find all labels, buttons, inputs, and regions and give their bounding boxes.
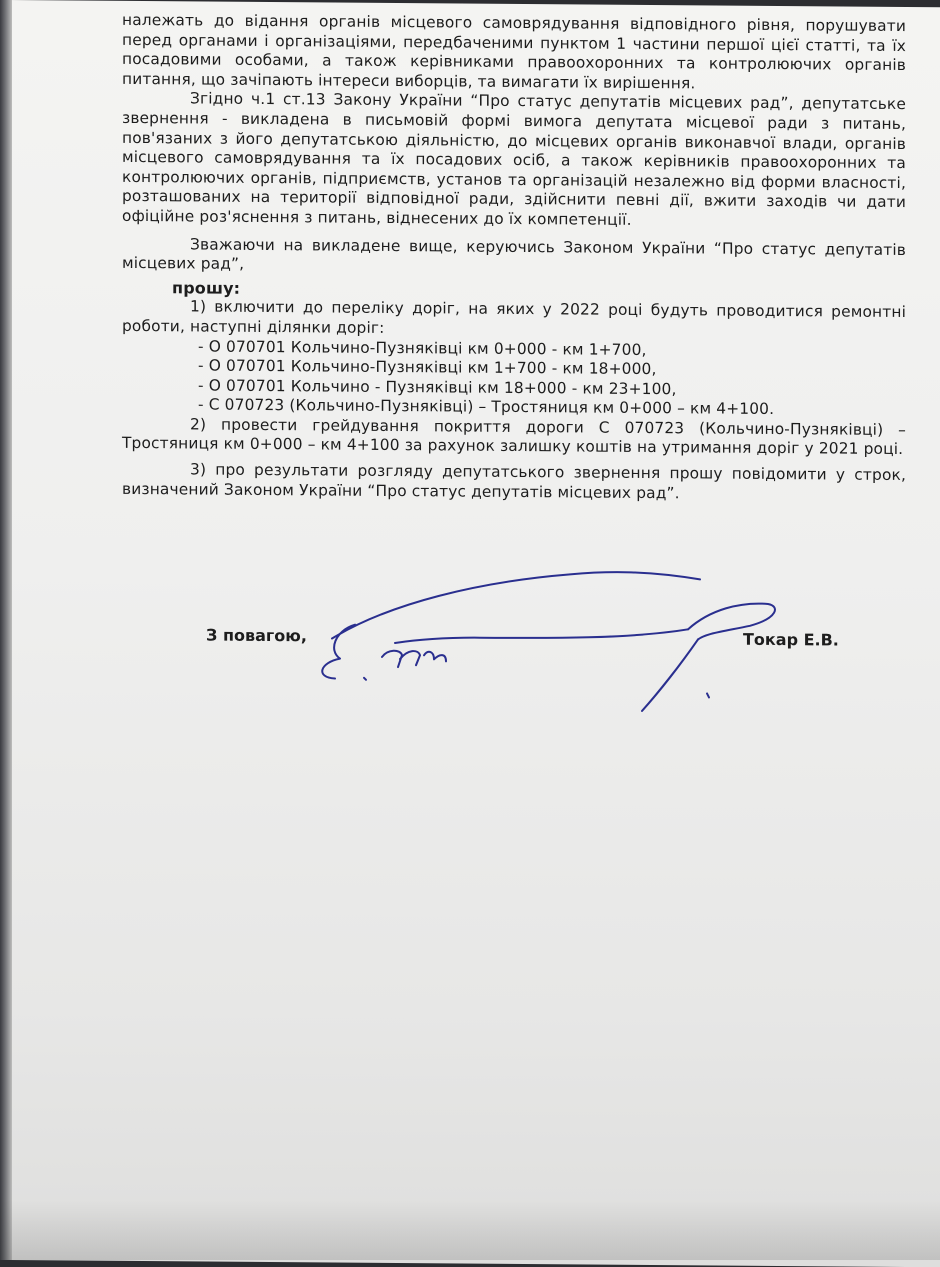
page-bottom-shade	[0, 1200, 940, 1260]
closing-phrase: З повагою,	[206, 625, 307, 646]
request-3: 3) про результати розгляду депутатського звернення прошу повідомити у строк, визначений Законом України “Про статус депутатів місцевих рад”.	[122, 460, 906, 502]
signer-name: Токар Е.В.	[743, 629, 839, 650]
paragraph-3: Зважаючи на викладене вище, керуючись Законом України “Про статус депутатів місцевих рад”,	[122, 234, 906, 273]
paragraph-1: належать до відання органів місцевого самоврядування відповідного рівня, порушувати перед органами і організаціями, передбаченими пунктом 1 частини першої цієї статті, та їх посадовими особами, а також керівниками правоохоронних та контролюючих органів питання, що зачіпають інтереси виборців, та вимагати їх вирішення.	[122, 10, 906, 93]
document-page	[10, 0, 940, 1267]
road-item: - С 070723 (Кольчино-Пузняківці) – Тростяниця км 0+000 – км 4+100.	[198, 395, 775, 419]
request-1: 1) включити до переліку доріг, на яких у 2022 році будуть проводитися ремонтні роботи, наступні ділянки доріг:	[122, 297, 906, 337]
page-edge-shadow	[0, 0, 12, 1260]
request-2: 2) провести грейдування покриття дороги С 070723 (Кольчино-Пузняківці) – Тростяниця км 0+000 – км 4+100 за рахунок залишку коштів на утримання доріг у 2021 році.	[122, 415, 906, 459]
request-heading: прошу:	[172, 277, 241, 298]
road-item: - О 070701 Кольчино-Пузняківці км 1+700 - км 18+000,	[198, 356, 657, 379]
handwritten-signature	[10, 0, 940, 1267]
road-item: - О 070701 Кольчино - Пузняківці км 18+000 - км 23+100,	[198, 376, 677, 398]
paragraph-2: Згідно ч.1 ст.13 Закону України “Про статус депутатів місцевих рад”, депутатське звернення - викладена в письмовій формі вимога депутата місцевої ради з питань, пов'язаних з його депутатською діяльністю, до місцевих органів виконавчої влади, органів місцевого самоврядування та їх посадових осіб, а також керівників правоохоронних та контролюючих органів, підприємств, установ та організацій незалежно від форми власності, розташованих на території відповідної ради, здійснити певні дії, вжити заходів чи дати офіційне роз'яснення з питань, віднесених до їх компетенції.	[122, 89, 906, 229]
road-item: - О 070701 Кольчино-Пузняківці км 0+000 - км 1+700,	[198, 336, 647, 359]
